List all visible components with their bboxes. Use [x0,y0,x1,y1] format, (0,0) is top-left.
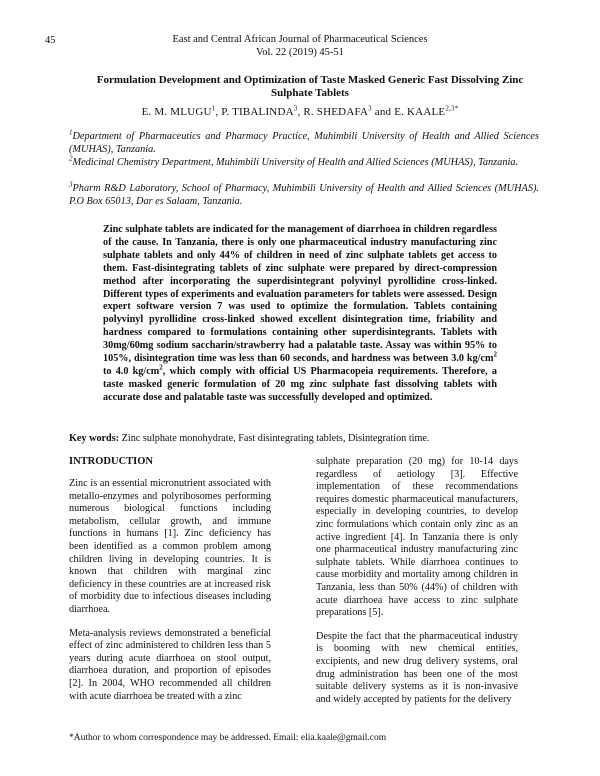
abstract [103,224,497,405]
body-paragraph: Despite the fact that the pharmaceutical industry is booming with new chemical entities, excipients, and new drug delivery systems, oral drug administration has been one of the most suitable delivery systems as it is non-invasive and widely accepted by patients for the delivery [316,630,518,705]
body-paragraph: sulphate preparation (20 mg) for 10-14 days regardless of aetiology [3]. Effective implementation of these recommendations requires domestic pharmaceutical manufacturers, especially in developing countries, to develop zinc formulations which contain only zinc as an active ingredient [4]. In Tanzania there is only one pharmaceutical industry manufacturing zinc sulphate tablets. While diarrhoea continues to cause morbidity and mortality among children in Tanzania, less than 50% (44%) of children with acute diarrhoea have access to zinc sulphate preparations [5]. [316,456,518,619]
correspondence-footnote: *Author to whom correspondence may be addressed. Email: elia.kaale@gmail.com [69,733,387,743]
journal-volume: Vol. 22 (2019) 45-51 [256,47,344,58]
journal-header [0,33,600,59]
author-name: E. M. MLUGU [141,106,212,118]
affiliation-text: Pharm R&D Laboratory, School of Pharmacy, Muhimbili University of Health and Allied Sciences (MUHAS). P.O Box 65013, Dar es Salaam, Tanzania. [69,183,539,207]
author-separator: and [371,106,395,118]
affiliation-text: Department of Pharmaceutics and Pharmacy Practice, Muhimbili University of Health and Allied Sciences (MUHAS), Tanzania. [69,131,539,155]
article-title: Formulation Development and Optimization of Taste Masked Generic Fast Dissolving Zinc Sulphate Tablets [96,74,524,99]
section-heading: INTRODUCTION [69,456,154,467]
affiliation-ref: 2 [69,154,73,163]
journal-name: East and Central African Journal of Pharmaceutical Sciences [172,34,428,45]
left-column [69,478,271,714]
abstract-sup: 2 [493,350,497,359]
affiliation [69,130,539,156]
keywords [69,433,539,444]
affiliation [69,156,539,169]
right-column [316,456,518,717]
affiliation [69,182,539,208]
author-separator: , [215,106,222,118]
author-affil-ref: 3 [293,104,298,113]
affiliation-ref: 3 [69,180,73,189]
author-affil-ref: 3 [368,104,372,113]
affiliation-text: Medicinal Chemistry Department, Muhimbili University of Health and Allied Sciences (MUHAS), Tanzania. [72,157,519,168]
keywords-label: Key words: [69,433,120,444]
author-list [0,106,600,118]
abstract-text: , which comply with official US Pharmacopeia requirements. Therefore, a taste masked generic formulation of 20 mg zinc sulphate fast dissolving tablets with accurate dose and palatable taste was successfully developed and optimized. [103,365,497,403]
author-affil-ref: 1 [211,104,216,113]
keywords-text: Zinc sulphate monohydrate, Fast disintegrating tablets, Disintegration time. [119,433,430,444]
author-name: R. SHEDAFA [303,106,369,118]
abstract-text: Zinc sulphate tablets are indicated for the management of diarrhoea in children regardless of the cause. In Tanzania, there is only one pharmaceutical industry manufacturing zinc sulphate tablets and only 44% of children in need of zinc sulphate tablets get access to them. Fast-disintegrating tablets of zinc sulphate were prepared by direct-compression method after incorporating the superdisintegrant polyvinyl pyrollidine cross-linked. Different types of experiments and evaluation parameters for tablets were assessed. Design expert software version 7 was used to optimize the formulation. Tablets containing polyvinyl pyrollidine cross-linked showed excellent disintegration time, friability and hardness compared to formulations containing other superdisintegrants. Tablets with 30mg/60mg sodium saccharin/strawberry had a palatable taste. Assay was within 95% to 105%, disintegration time was less than 60 seconds, and hardness was between 3.0 kg/cm [103,224,497,365]
affiliation-ref: 1 [69,128,73,137]
author-name: P. TIBALINDA [221,106,294,118]
abstract-text: to 4.0 kg/cm [103,365,160,377]
body-paragraph: Meta-analysis reviews demonstrated a beneficial effect of zinc administered to children less than 5 years during acute diarrhoea on stool output, diarrhoea duration, and proportion of episodes [2]. In 2004, WHO recommended all children with acute diarrhoea be treated with a zinc [69,627,271,702]
author-affil-ref: 2,3* [445,104,459,113]
body-paragraph: Zinc is an essential micronutrient associated with metallo-enzymes and polyribosomes performing numerous biological functions including metabolism, cellular growth, and immune functions in humans [1]. Zinc deficiency has been identified as a common problem among children living in developing countries. It is known that children with marginal zinc deficiency in these countries are at increased risk of morbidity due to infectious diseases including diarrhoea. [69,478,271,615]
page-number: 45 [45,35,56,46]
author-separator: , [297,106,304,118]
author-name: E. KAALE [394,106,446,118]
abstract-sup: 2 [159,363,163,372]
